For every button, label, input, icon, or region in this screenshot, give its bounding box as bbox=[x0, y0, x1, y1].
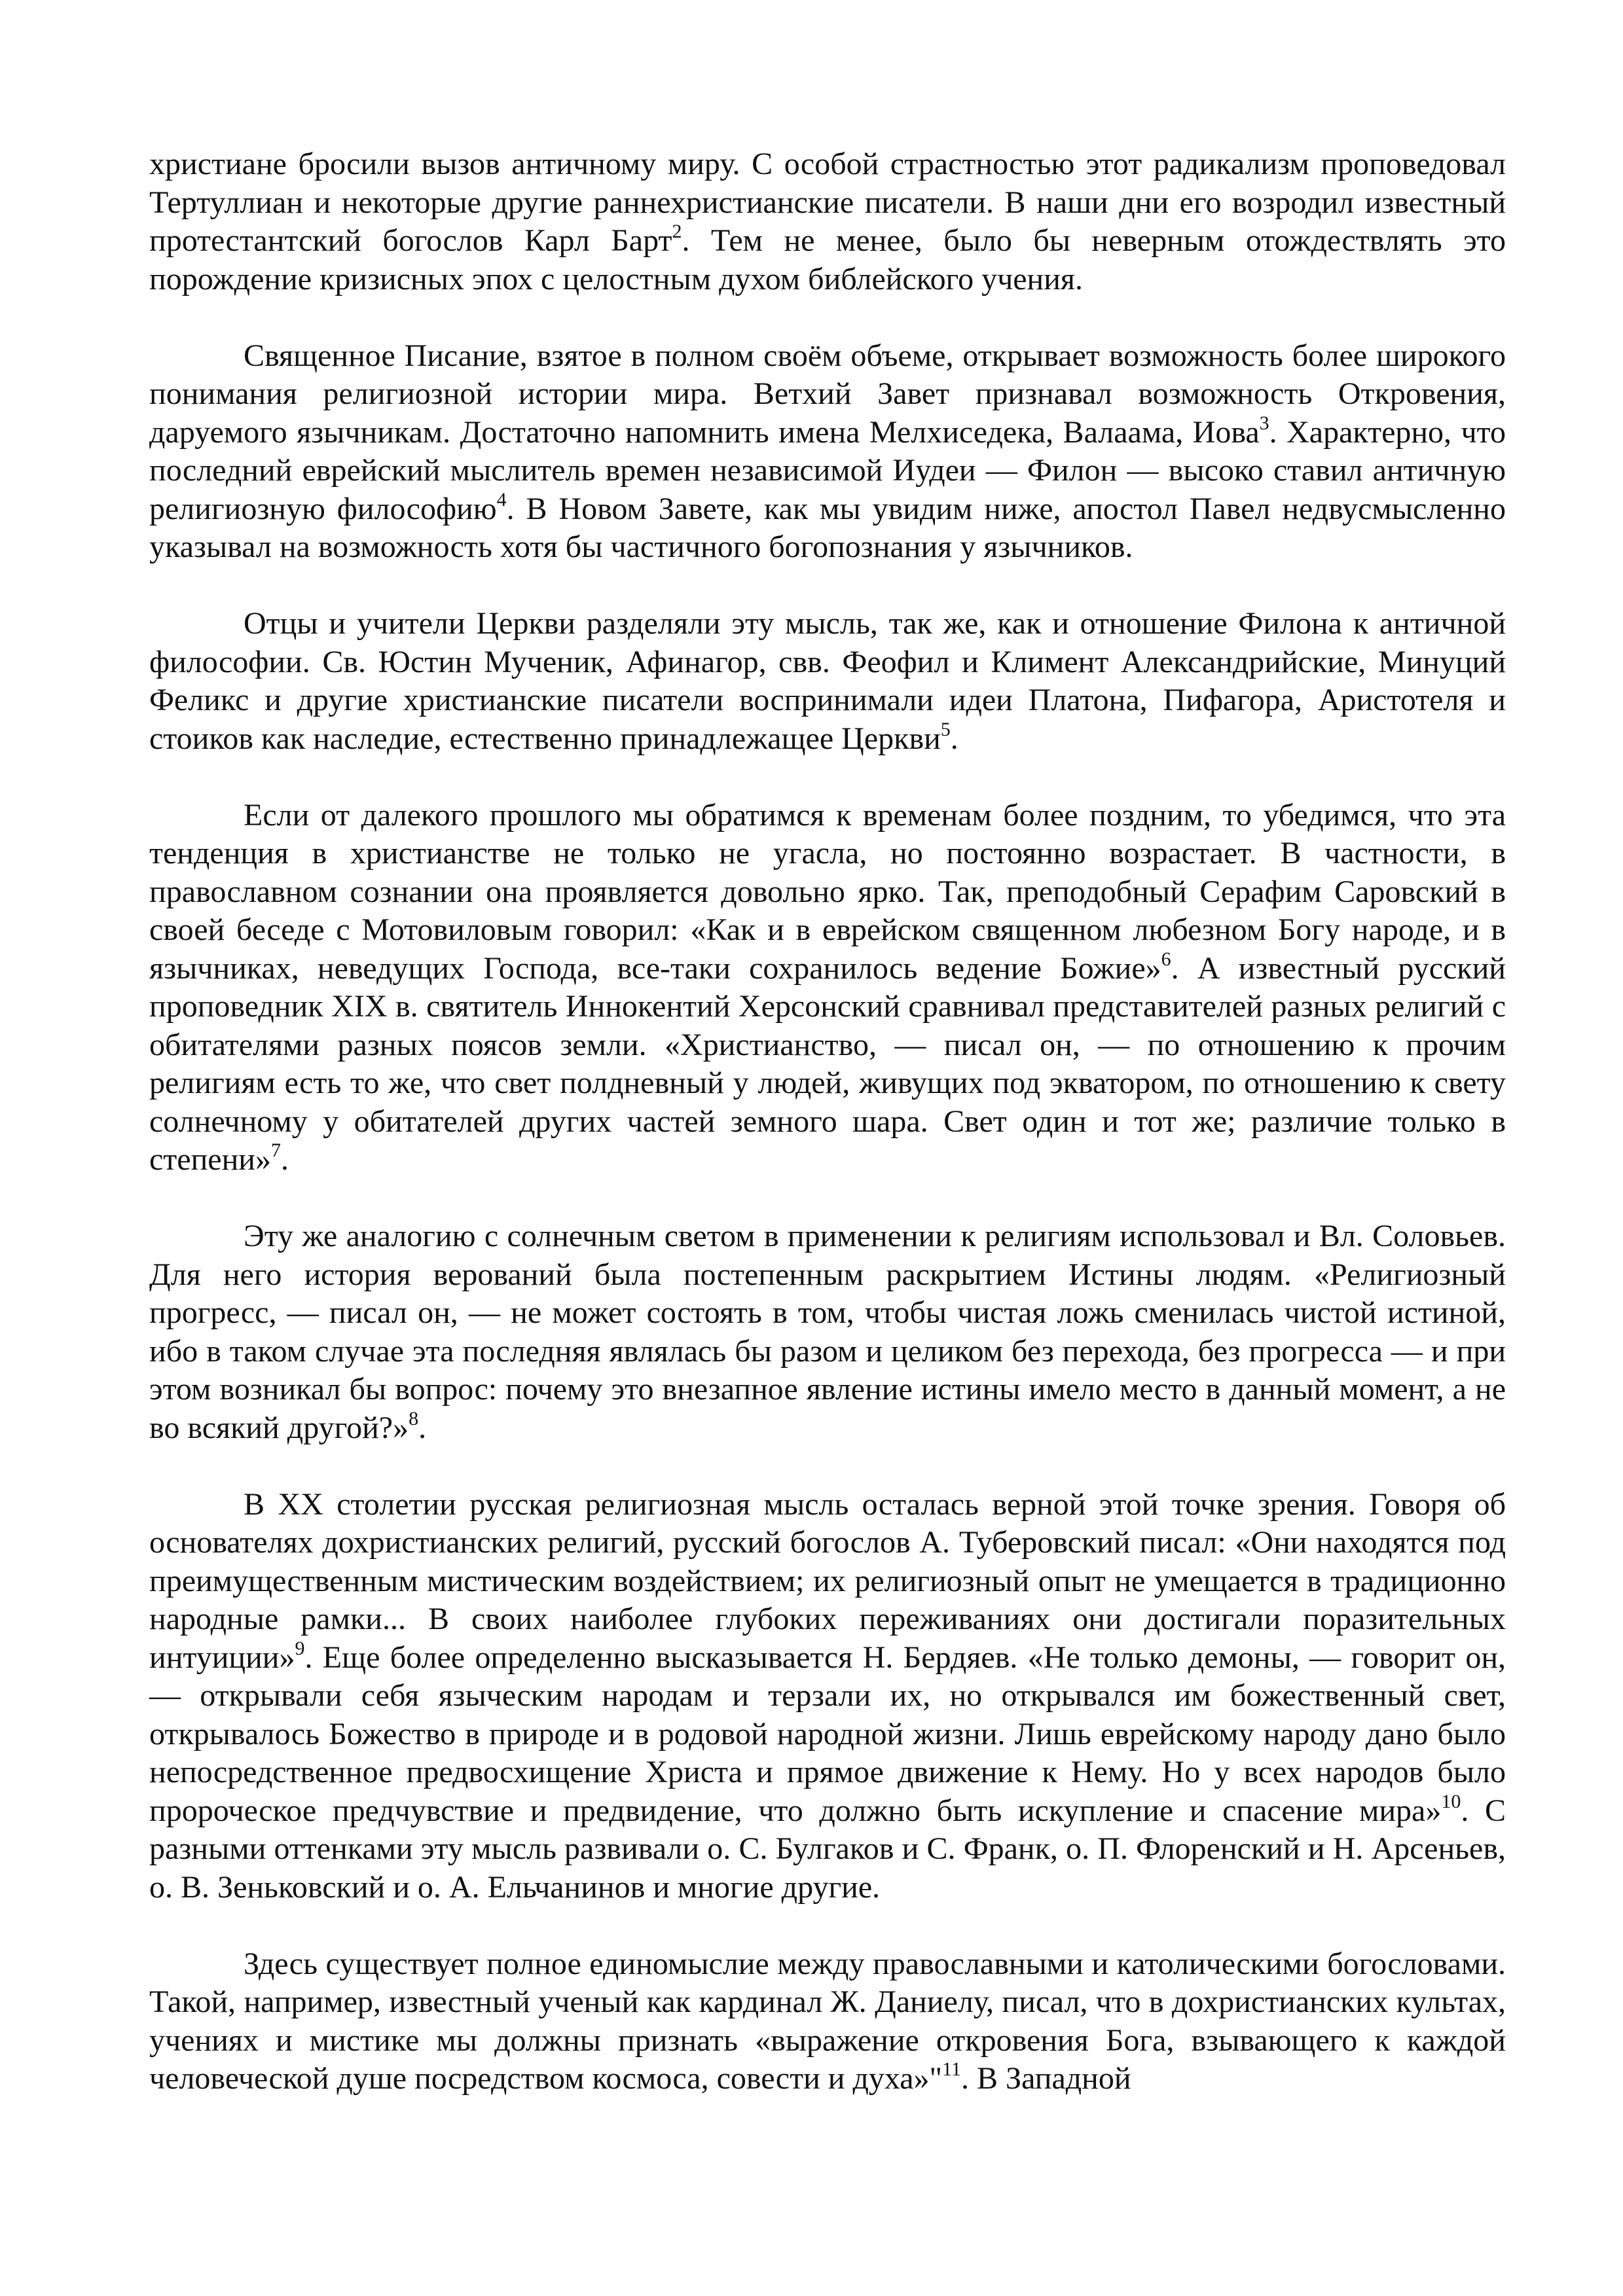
footnote-ref-7[interactable]: 7 bbox=[270, 1139, 281, 1161]
footnote-ref-6[interactable]: 6 bbox=[1161, 948, 1171, 970]
paragraph-3: Отцы и учители Церкви разделяли эту мысль, так же, как и отношение Филона к античной философии. Св. Юстин Мученик, Афинагор, свв. Феофил и Климент Александрийские, Минуций Феликс и другие христианские писатели воспринимали идеи Платона, Пифагора, Аристотеля и стоиков как наследие, естественно принадлежащее Церкви$^5$. bbox=[149, 606, 1506, 756]
paragraph-1: христиане бросили вызов античному миру. С особой страстностью этот радикализм проповедовал Тертуллиан и некоторые другие раннехристианские писатели. В наши дни его возродил известный протестантский богослов Карл Барт$^2$. Тем не менее, было бы неверным отождествлять это порождение кризисных эпох с целостным духом библейского учения. bbox=[149, 147, 1506, 296]
footnote-ref-5[interactable]: 5 bbox=[940, 718, 951, 740]
footnote-ref-9[interactable]: 9 bbox=[295, 1637, 305, 1659]
footnote-ref-4[interactable]: 4 bbox=[496, 488, 507, 511]
paragraph-7: Здесь существует полное единомыслие между православными и католическими богословами. Такой, например, известный ученый как кардинал Ж. Даниелу, писал, что в дохристианских культах, учениях и мистике мы должны признать «выражение откровения Бога, взывающего к каждой человеческой душе посредством космоса, совести и духа»"$^{11}$. В Западной bbox=[149, 1946, 1506, 2096]
paragraph-6: В XX столетии русская религиозная мысль осталась верной этой точке зрения. Говоря об основателях дохристианских религий, русский богослов А. Туберовский писал: «Они находятся под преимущественным мистическим воздействием; их религиозный опыт не умещается в традиционно народные рамки... В своих наиболее глубоких переживаниях они достигали поразительных интуиции»$^9$. Еще более определенно высказывается Н. Бердяев. «Не только демоны, — говорит он, — открывали себя языческим народам и терзали их, но открывался им божественный свет, открывалось Божество в природе и в родовой народной жизни. Лишь еврейскому народу дано было непосредственное предвосхищение Христа и прямое движение к Нему. Но у всех народов было пророческое предчувствие и предвидение, что должно быть искупление и спасение мира»$^{10}$. С разными оттенками эту мысль развивали о. С. Булгаков и С. Франк, о. П. Флоренский и Н. Арсеньев, о. В. Зеньковский и о. А. Ельчанинов и многие другие. bbox=[149, 1486, 1506, 1905]
footnote-ref-10[interactable]: 10 bbox=[1441, 1790, 1461, 1812]
paragraph-5: Эту же аналогию с солнечным светом в применении к религиям использовал и Вл. Соловьев. Для него история верований была постепенным раскрытием Истины людям. «Религиозный прогресс, — писал он, — не может состоять в том, чтобы чистая ложь сменилась чистой истиной, ибо в таком случае эта последняя являлась бы разом и целиком без перехода, без прогресса — и при этом возникал бы вопрос: почему это внезапное явление истины имело место в данный момент, а не во всякий другой?»$^8$. bbox=[149, 1219, 1506, 1445]
paragraph-2: Священное Писание, взятое в полном своём объеме, открывает возможность более широкого понимания религиозной истории мира. Ветхий Завет признавал возможность Откровения, даруемого язычникам. Достаточно напомнить имена Мелхиседека, Валаама, Иова$^3$. Характерно, что последний еврейский мыслитель времен независимой Иудеи — Филон — высоко ставил античную религиозную философию$^4$. В Новом Завете, как мы увидим ниже, апостол Павел недвусмысленно указывал на возможность хотя бы частичного богопознания у язычников. bbox=[149, 338, 1506, 564]
document-body bbox=[149, 145, 1506, 2098]
footnote-ref-11[interactable]: 11 bbox=[942, 2058, 962, 2080]
footnote-ref-3[interactable]: 3 bbox=[1259, 412, 1269, 434]
footnote-ref-2[interactable]: 2 bbox=[672, 221, 682, 242]
paragraph-4: Если от далекого прошлого мы обратимся к временам более поздним, то убедимся, что эта тенденция в христианстве не только не угасла, но постоянно возрастает. В частности, в православном сознании она проявляется довольно ярко. Так, преподобный Серафим Саровский в своей беседе с Мотовиловым говорил: «Как и в еврейском священном любезном Богу народе, и в язычниках, неведущих Господа, все-таки сохранилось ведение Божие»$^6$. А известный русский проповедник XIX в. святитель Иннокентий Херсонский сравнивал представителей разных религий с обитателями разных поясов земли. «Христианство, — писал он, — по отношению к прочим религиям есть то же, что свет полдневный у людей, живущих под экватором, по отношению к свету солнечному у обитателей других частей земного шара. Свет один и тот же; различие только в степени»$^7$. bbox=[149, 797, 1506, 1177]
footnote-ref-8[interactable]: 8 bbox=[409, 1407, 419, 1429]
